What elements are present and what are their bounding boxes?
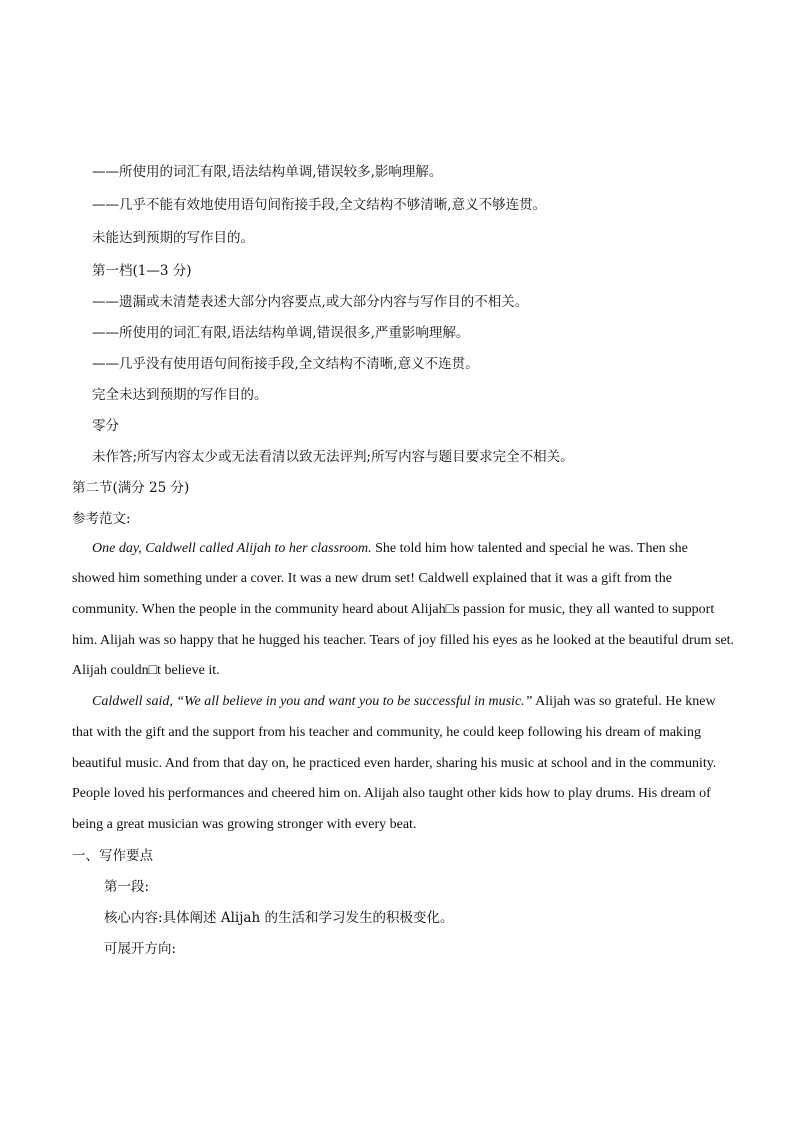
sample-label: 参考范文:	[72, 511, 131, 527]
essay-text: She told him how talented and special he was. Then she	[371, 541, 688, 556]
rubric-item: 未能达到预期的写作目的。	[92, 230, 254, 246]
rubric-item: ——所使用的词汇有限,语法结构单调,错误很多,严重影响理解。	[92, 325, 470, 341]
rubric-item: ——几乎不能有效地使用语句间衔接手段,全文结构不够清晰,意义不够连贯。	[92, 197, 547, 213]
essay-line: People loved his performances and cheered him on. Alijah also taught other kids how to play drums. His dream of	[72, 786, 711, 801]
section-heading: 第二节(满分 25 分)	[72, 480, 190, 496]
essay-lead-italic: Caldwell said, “We all believe in you and want you to be successful in music.”	[92, 694, 533, 709]
rubric-item: 完全未达到预期的写作目的。	[92, 387, 268, 403]
essay-line: him. Alijah was so happy that he hugged his teacher. Tears of joy filled his eyes as he looked at the beautiful drum set.	[72, 633, 735, 648]
essay-line: beautiful music. And from that day on, he practiced even harder, sharing his music at school and in the community.	[72, 756, 717, 771]
essay-line	[92, 692, 716, 712]
core-content: 核心内容:具体阐述 Alijah 的生活和学习发生的积极变化。	[104, 910, 454, 926]
essay-line	[92, 539, 688, 559]
rubric-item: ——几乎没有使用语句间衔接手段,全文结构不清晰,意义不连贯。	[92, 356, 479, 372]
directions-label: 可展开方向:	[104, 941, 177, 957]
essay-line: community. When the people in the community heard about Alijah□s passion for music, they all wanted to support	[72, 602, 715, 617]
tier1-heading: 第一档(1—3 分)	[92, 263, 192, 279]
essay-line: that with the gift and the support from his teacher and community, he could keep following his dream of making	[72, 725, 701, 740]
essay-line: showed him something under a cover. It was a new drum set! Caldwell explained that it was a gift from the	[72, 571, 672, 586]
rubric-item: ——遗漏或未清楚表述大部分内容要点,或大部分内容与写作目的不相关。	[92, 294, 529, 310]
writing-points-heading: 一、写作要点	[72, 848, 153, 864]
zero-text: 未作答;所写内容太少或无法看清以致无法评判;所写内容与题目要求完全不相关。	[92, 449, 574, 465]
zero-heading: 零分	[92, 418, 119, 434]
rubric-item: ——所使用的词汇有限,语法结构单调,错误较多,影响理解。	[92, 164, 443, 180]
essay-lead-italic: One day, Caldwell called Alijah to her classroom.	[92, 541, 372, 556]
essay-line: being a great musician was growing stronger with every beat.	[72, 817, 417, 832]
essay-text: Alijah was so grateful. He knew	[532, 694, 716, 709]
essay-line: Alijah couldn□t believe it.	[72, 663, 220, 678]
paragraph-label: 第一段:	[104, 879, 150, 895]
